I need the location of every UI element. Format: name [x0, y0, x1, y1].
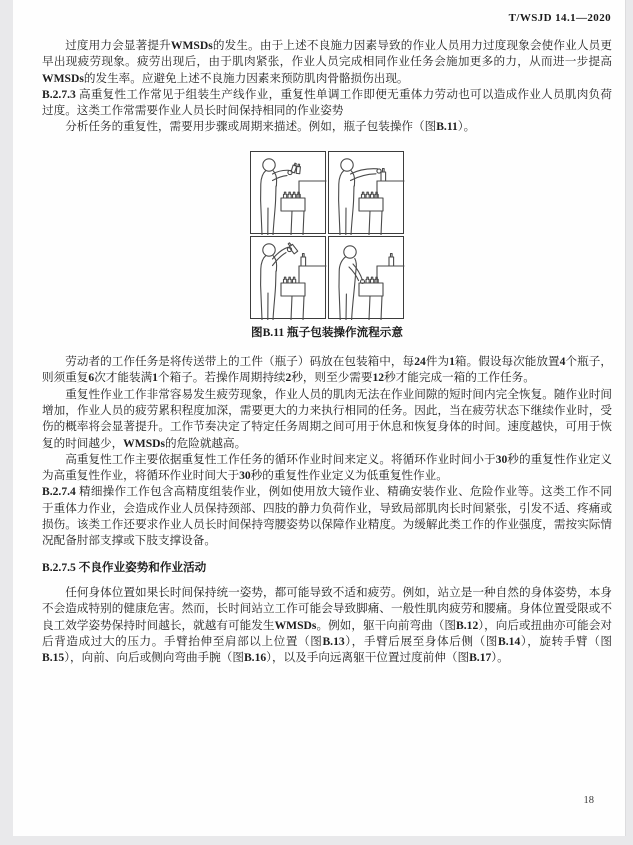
deck-bottle-icon	[389, 253, 394, 266]
deck-bottle-icon	[301, 253, 306, 266]
paragraph-overexertion: 过度用力会显著提升WMSDs的发生。由于上述不良施力因素导致的作业人员用力过度现象会使作业人员更早出现疲劳现象。疲劳出现后，由于肌肉紧张，作业人员完成相同作业任务会施加更多的力，从而进一步提高WMSDs的发生率。应避免上述不良施力因素来预防肌肉骨骼损伤出现。	[42, 39, 612, 85]
figure-b11	[42, 151, 612, 341]
worker-head	[341, 159, 353, 171]
bottle-icon	[366, 192, 369, 198]
bottle-packing-step-4-illustration	[329, 237, 405, 320]
worker-figure	[339, 246, 365, 320]
worker-arm	[273, 252, 287, 265]
worker-head	[263, 159, 275, 171]
packing-box	[281, 198, 305, 211]
bottle-icon	[284, 277, 287, 283]
document-code-header: T/WSJD 14.1—2020	[508, 12, 611, 24]
paragraph-fatigue-accumulation: 重复性作业工作非常容易发生疲劳现象，作业人员的肌肉无法在作业间隙的短时间内完全恢复。随作业时间增加，作业人员的疲劳累积程度加深，需要更大的力来执行相同的任务。因此，当在疲劳状态下继续作业时，受伤的概率将会显著提升。工作节奏决定了特定任务周期之间可用于休息和恢复身体的时间。速度越快，可用于恢复的时间越少，WMSDs的危险就越高。	[42, 387, 612, 450]
paragraph-repetition-analysis: 分析任务的重复性，需要用步骤或周期来描述。例如，瓶子包装操作（图B.11）。	[65, 120, 476, 134]
paragraph-posture-activities: 任何身体位置如果长时间保持统一姿势，都可能导致不适和疲劳。例如，站立是一种自然的身体姿势，本身不会造成特别的健康危害。然而，长时间站立工作可能会导致脚痛、一般性肌肉疲劳和腰痛。身体位置受限或不良工效学姿势保持时间越长，就越有可能发生WMSDs。例如，躯干向前弯曲（图B.12），向后或扭曲亦可能会对后背造成过大的压力。手臂抬伸至肩部以上位置（图B.13），手臂后展至身体后侧（图B.14），旋转手臂（图B.15），向前、向后或侧向弯曲手腕（图B.16），以及手向远离躯干位置过度前伸（图B.17）。	[42, 585, 612, 665]
packing-box	[281, 283, 305, 296]
held-bottle-icon	[296, 164, 301, 174]
workstation-leg	[369, 296, 382, 320]
figure-panel-2	[328, 151, 404, 234]
bottle-icon	[293, 192, 296, 198]
workstation-leg	[291, 296, 304, 320]
deck-bottle-icon	[381, 168, 386, 181]
bottle-icon	[293, 277, 296, 283]
figure-b11-caption: 图B.11 瓶子包装操作流程示意	[250, 325, 403, 339]
worker-arm	[273, 175, 288, 180]
bottle-icon	[362, 192, 365, 198]
paragraph-task-description: 劳动者的工作任务是将传送带上的工件（瓶子）码放在包装箱中，每24件为1箱。假设每次能放置4个瓶子，则须重复6次才能装满1个箱子。若操作周期持续2秒，则至少需要12秒才能完成一箱的工作任务。	[42, 355, 612, 385]
worker-arm	[351, 168, 378, 173]
paragraph-cycle-time-definition: 高重复性工作主要依据重复性工作任务的循环作业时间来定义。将循环作业时间小于30秒的重复性作业定义为高重复性作业，将循环作业时间大于30秒的重复性作业定义为低重复性作业。	[42, 452, 612, 483]
figure-panel-3	[250, 236, 326, 319]
paragraph-b274-precision-work: B.2.7.4 精细操作工作包含高精度组装作业，例如使用放大镜作业、精确安装作业、危险作业等。这类工作不同于重体力作业，会造成作业人员保持颈部、四肢的静力负荷作业，导致局部肌肉长时间紧张，引发不适、疼痛或损伤。该类工作还要求作业人员长时间保持弯腰姿势以保障作业精度。为缓解此类工作的作业强度，需按实际情况配备肘部支撑或下肢支撑设备。	[42, 485, 612, 548]
workstation-leg	[369, 211, 382, 235]
worker-hand	[377, 169, 381, 173]
worker-figure	[261, 159, 293, 235]
bottle-packing-step-1-illustration	[251, 152, 327, 235]
bottle-packing-step-2-illustration	[329, 152, 405, 235]
document-page	[13, 0, 626, 836]
worker-head	[263, 244, 275, 256]
bottle-icon	[288, 192, 291, 198]
bottle-icon	[366, 277, 369, 283]
figure-panel-1	[250, 151, 326, 234]
heading-b275: B.2.7.5 不良作业姿势和作业活动	[42, 560, 207, 574]
packing-box	[359, 198, 383, 211]
bottle-icon	[288, 277, 291, 283]
document-body	[42, 38, 612, 666]
figure-panel-4	[328, 236, 404, 319]
bottle-icon	[371, 277, 374, 283]
packing-box	[359, 283, 383, 296]
bottle-packing-step-3-illustration	[251, 237, 327, 320]
page-number: 18	[583, 795, 594, 806]
workstation-leg	[291, 211, 304, 235]
figure-b11-panel-grid	[250, 151, 404, 319]
bottle-icon	[371, 192, 374, 198]
bottle-icon	[284, 192, 287, 198]
paragraph-b273-high-repetition: B.2.7.3 高重复性工作常见于组装生产线作业，重复性单调工作即便无重体力劳动也可以造成作业人员肌肉负荷过度。这类工作常需要作业人员长时间保持相同的作业姿势	[42, 87, 612, 118]
